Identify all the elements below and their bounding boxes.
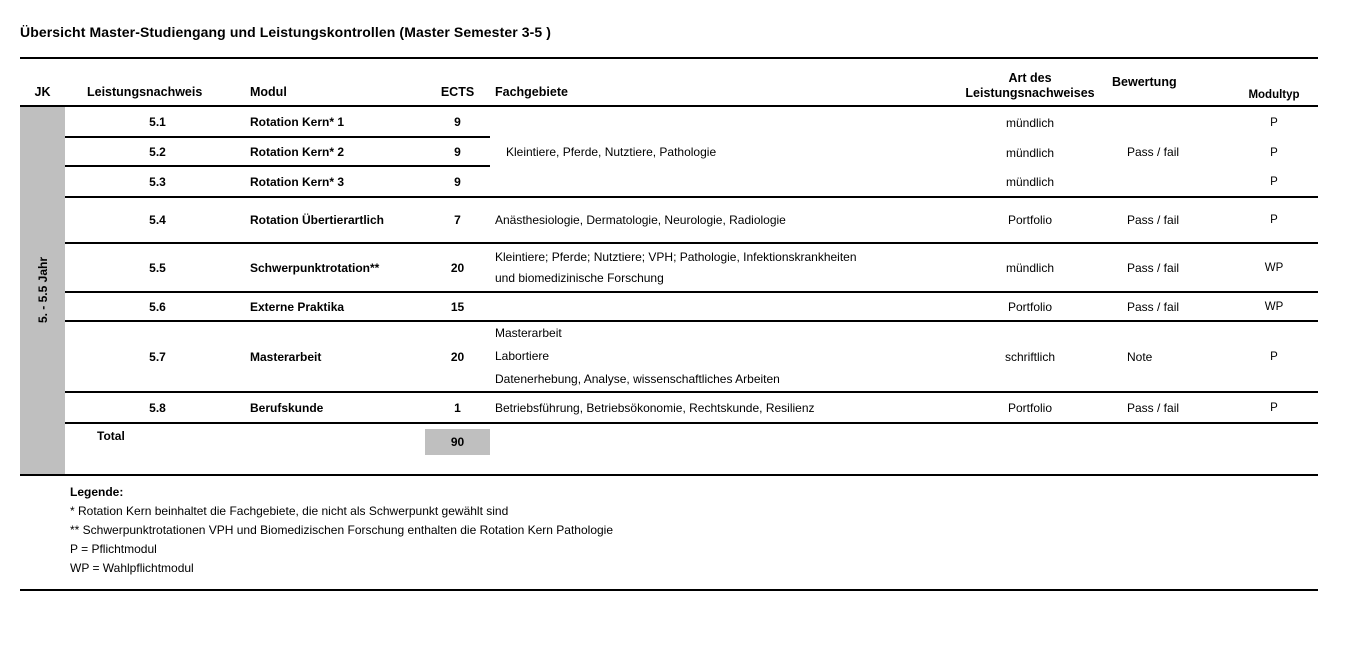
- cell-modul: Rotation Kern* 1: [250, 107, 425, 138]
- column-header-leistungsnachweis: Leistungsnachweis: [87, 85, 203, 99]
- legend-line: P = Pflichtmodul: [70, 542, 157, 556]
- cell-art: Portfolio: [1007, 400, 1053, 415]
- cell-fachgebiete: [490, 322, 955, 391]
- fachgebiete-line: Labortiere: [495, 349, 550, 363]
- cell-fachgebiete: Betriebsführung, Betriebsökonomie, Rechtskunde, Resilienz: [495, 400, 815, 415]
- cell-modul: Masterarbeit: [250, 349, 322, 364]
- cell-art: schriftlich: [1004, 349, 1055, 364]
- cell-art: mündlich: [1005, 260, 1055, 275]
- cell-ects: 9: [454, 174, 461, 189]
- cell-bewertung: Pass / fail: [1127, 213, 1180, 227]
- fachgebiete-line: Kleintiere; Pferde; Nutztiere; VPH; Pathologie, Infektionskrankheiten: [495, 249, 857, 264]
- document-title: Übersicht Master-Studiengang und Leistungskontrollen (Master Semester 3-5 ): [20, 24, 552, 40]
- ects-total-box: 90: [425, 429, 490, 455]
- cell-modultyp: P: [1270, 214, 1278, 226]
- table-row: [65, 322, 1318, 393]
- empty-cell: [955, 424, 1105, 429]
- cell-art: mündlich: [1005, 115, 1055, 130]
- cell-nr: 5.5: [149, 260, 166, 275]
- cell-nr: 5.7: [149, 349, 166, 364]
- cell-modultyp: P: [1270, 146, 1278, 159]
- cell-modul: Rotation Kern* 3: [250, 174, 345, 189]
- cell-nr: 5.6: [149, 299, 166, 314]
- cell-modultyp: WP: [1264, 261, 1284, 274]
- empty-cell: [250, 424, 425, 429]
- cell-art: mündlich: [1005, 145, 1055, 160]
- table-row: [65, 198, 1318, 244]
- cell-nr: 5.8: [149, 400, 166, 415]
- total-label: Total: [97, 429, 125, 443]
- cell-modultyp: P: [1270, 116, 1278, 129]
- cell-ects: 20: [450, 260, 465, 275]
- cell-fachgebiete: [490, 244, 955, 291]
- cell-nr: 5.3: [149, 174, 166, 189]
- table-body: [20, 107, 1318, 476]
- cell-ects: 9: [425, 138, 490, 167]
- total-row: [65, 424, 1318, 474]
- cell-modultyp: WP: [1264, 300, 1284, 313]
- cell-fachgebiete-span: Kleintiere, Pferde, Nutztiere, Pathologie: [506, 144, 717, 159]
- legend-line: WP = Wahlpflichtmodul: [70, 561, 194, 575]
- fachgebiete-line: Masterarbeit: [495, 326, 562, 340]
- cell-bewertung: Pass / fail: [1127, 260, 1180, 275]
- cell-art: Portfolio: [1007, 299, 1053, 314]
- cell-nr: 5.2: [65, 138, 250, 167]
- empty-cell: [1230, 424, 1318, 429]
- column-header-modul: Modul: [250, 85, 287, 99]
- cell-modul: Schwerpunktrotation**: [250, 260, 380, 275]
- empty-cell: [1105, 424, 1230, 429]
- cell-bewertung: Pass / fail: [1127, 400, 1180, 415]
- cell-art: Portfolio: [1007, 213, 1053, 227]
- row-group-rotation-kern: [65, 107, 1318, 198]
- cell-nr: 5.4: [149, 213, 166, 227]
- table-rows: [65, 107, 1318, 474]
- jk-year-band: [20, 107, 65, 474]
- table-header-row: [20, 59, 1318, 107]
- column-header-jk: JK: [34, 85, 51, 99]
- cell-modul: Berufskunde: [250, 400, 324, 415]
- legend-line: ** Schwerpunktrotationen VPH und Biomedizischen Forschung enthalten die Rotation Kern Pathologie: [70, 523, 613, 537]
- column-header-art-des-leistungsnachweises: [955, 71, 1105, 105]
- cell-modul: Rotation Übertierartlich: [250, 213, 385, 227]
- column-header-bewertung: Bewertung: [1112, 75, 1177, 89]
- cell-bewertung: Pass / fail: [1127, 299, 1180, 314]
- cell-modul: Externe Praktika: [250, 299, 345, 314]
- cell-ects: 9: [425, 107, 490, 138]
- legend: [20, 476, 1318, 591]
- legend-line: * Rotation Kern beinhaltet die Fachgebiete, die nicht als Schwerpunkt gewählt sind: [70, 504, 509, 518]
- table-row: [65, 244, 1318, 293]
- cell-bewertung: Note: [1127, 349, 1153, 364]
- table-row: [65, 293, 1318, 322]
- cell-fachgebiete: Anästhesiologie, Dermatologie, Neurologie, Radiologie: [495, 213, 786, 227]
- cell-modultyp: P: [1270, 401, 1278, 414]
- fachgebiete-line: Datenerhebung, Analyse, wissenschaftliches Arbeiten: [495, 372, 780, 386]
- column-header-fachgebiete: Fachgebiete: [495, 85, 568, 99]
- legend-title: Legende:: [70, 485, 124, 499]
- cell-ects: 15: [450, 299, 465, 314]
- cell-fachgebiete: [490, 293, 955, 320]
- cell-modultyp: P: [1270, 350, 1278, 363]
- curriculum-table: [20, 57, 1318, 476]
- fachgebiete-line: und biomedizinische Forschung: [495, 270, 664, 285]
- cell-art: mündlich: [1005, 174, 1055, 189]
- column-header-art-line1: Art des: [1008, 71, 1052, 85]
- column-header-modultyp: Modultyp: [1248, 89, 1300, 101]
- empty-cell: [490, 424, 955, 429]
- cell-ects: 20: [450, 349, 465, 364]
- table-row: [65, 393, 1318, 424]
- column-header-art-line2: Leistungsnachweises: [965, 86, 1095, 100]
- cell-modultyp: P: [1270, 175, 1278, 188]
- column-header-ects: ECTS: [440, 85, 475, 99]
- cell-modul: Rotation Kern* 2: [250, 138, 425, 167]
- cell-nr: 5.1: [65, 107, 250, 138]
- cell-ects: 7: [454, 213, 461, 227]
- cell-ects-total: [425, 424, 490, 455]
- jk-year-label: 5. - 5.5 Jahr: [35, 257, 50, 324]
- cell-ects: 1: [454, 400, 461, 415]
- cell-bewertung-span: Pass / fail: [1127, 144, 1180, 159]
